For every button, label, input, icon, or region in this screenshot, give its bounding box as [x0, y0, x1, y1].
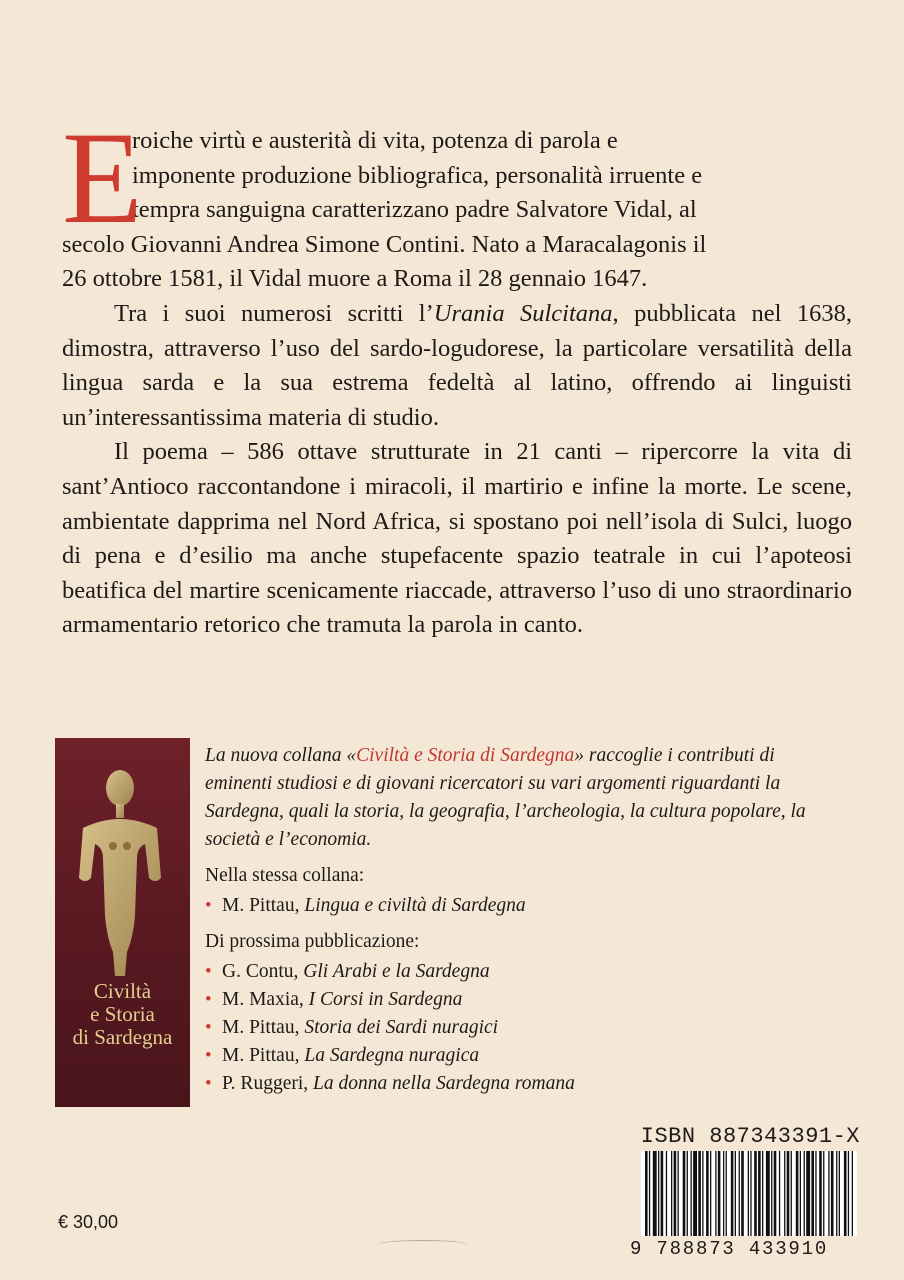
barcode-bar — [844, 1151, 847, 1236]
barcode-bar — [800, 1151, 801, 1236]
barcode-bar — [653, 1151, 657, 1236]
barcode-bar — [710, 1151, 711, 1236]
nuragic-statuette-icon — [75, 766, 170, 981]
bullet-icon: • — [205, 1045, 212, 1066]
barcode-bar — [687, 1151, 688, 1236]
barcode — [641, 1151, 857, 1236]
barcode-bar — [739, 1151, 740, 1236]
bullet-icon: • — [205, 1073, 212, 1094]
barcode-bar — [698, 1151, 701, 1236]
barcode-bar — [735, 1151, 736, 1236]
barcode-bar — [804, 1151, 805, 1236]
paper-mark — [378, 1240, 468, 1249]
barcode-bar — [748, 1151, 749, 1236]
barcode-bar — [741, 1151, 744, 1236]
barcode-bar — [666, 1151, 667, 1236]
list-item: • M. Pittau, Storia dei Sardi nuragici — [205, 1014, 835, 1042]
same-series-heading: Nella stessa collana: — [205, 865, 365, 886]
barcode-bar — [852, 1151, 853, 1236]
barcode-bar — [645, 1151, 648, 1236]
barcode-bars-icon — [641, 1151, 857, 1236]
paragraph-2: Tra i suoi numerosi scritti l’Urania Sulcitana, pubblicata nel 1638, dimostra, attraverso l’uso del sardo-logudorese, la particolare versatilità della lingua sarda e la sua estrema fedeltà al latino, offrendo ai linguisti un’interessantissima materia di studio. — [62, 299, 852, 431]
bullet-icon: • — [205, 895, 212, 916]
barcode-bar — [706, 1151, 709, 1236]
paragraph-1 — [62, 104, 852, 297]
barcode-bar — [723, 1151, 724, 1236]
same-series-list — [205, 892, 835, 920]
barcode-bar — [715, 1151, 716, 1236]
barcode-bar — [649, 1151, 650, 1236]
barcode-bar — [678, 1151, 679, 1236]
barcode-bar — [839, 1151, 840, 1236]
isbn-label: ISBN 887343391-X — [640, 1124, 860, 1149]
series-logo-title: Civiltà e Storia di Sardegna — [72, 979, 173, 1049]
barcode-bar — [726, 1151, 727, 1236]
barcode-bar — [811, 1151, 814, 1236]
series-name: Civiltà e Storia di Sardegna — [356, 745, 575, 766]
barcode-bar — [815, 1151, 816, 1236]
barcode-bar — [823, 1151, 824, 1236]
barcode-bar — [718, 1151, 721, 1236]
forthcoming-heading: Di prossima pubblicazione: — [205, 931, 420, 952]
barcode-bar — [831, 1151, 834, 1236]
paragraph-1-line: tempra sanguigna caratterizzano padre Salvatore Vidal, al — [132, 196, 697, 224]
barcode-bar — [758, 1151, 761, 1236]
price: € 30,00 — [58, 1212, 119, 1232]
paragraph-1-line: 26 ottobre 1581, il Vidal muore a Roma il 28 gennaio 1647. — [62, 265, 648, 293]
work-title: Urania Sulcitana — [433, 299, 613, 327]
barcode-bar — [779, 1151, 780, 1236]
barcode-bar — [762, 1151, 763, 1236]
forthcoming-list — [205, 958, 835, 1098]
barcode-bar — [784, 1151, 785, 1236]
barcode-bar — [848, 1151, 849, 1236]
bullet-icon: • — [205, 989, 212, 1010]
bullet-icon: • — [205, 961, 212, 982]
barcode-bar — [702, 1151, 703, 1236]
barcode-bar — [691, 1151, 692, 1236]
barcode-bar — [836, 1151, 837, 1236]
barcode-bar — [787, 1151, 790, 1236]
barcode-bar — [658, 1151, 659, 1236]
series-description — [205, 742, 835, 1098]
barcode-bar — [671, 1151, 672, 1236]
blurb — [62, 104, 852, 643]
barcode-bar — [693, 1151, 697, 1236]
barcode-bar — [750, 1151, 751, 1236]
barcode-bar — [819, 1151, 822, 1236]
barcode-bar — [731, 1151, 734, 1236]
barcode-bar — [766, 1151, 770, 1236]
barcode-bar — [674, 1151, 677, 1236]
list-item: • P. Ruggeri, La donna nella Sardegna romana — [205, 1070, 835, 1098]
barcode-bar — [754, 1151, 757, 1236]
paragraph-3: Il poema – 586 ottave strutturate in 21 canti – ripercorre la vita di sant’Antioco raccontandone i miracoli, il martirio e infine la morte. Le scene, ambientate dapprima nel Nord Africa, si spostano poi nell’isola di Sulci, luogo di pena e d’esilio ma anche stupefacente spazio teatrale in cui l’apoteosi beatifica del martire scenicamente riaccade, attraverso l’uso di uno straordinario armamentario retorico che tramuta la parola in canto. — [62, 438, 852, 639]
series-logo — [55, 738, 190, 1107]
drop-cap: E — [62, 104, 143, 251]
paragraph-1-line: secolo Giovanni Andrea Simone Contini. Nato a Maracalagonis il — [62, 230, 707, 258]
list-item: • M. Pittau, La Sardegna nuragica — [205, 1042, 835, 1070]
barcode-bar — [796, 1151, 799, 1236]
paragraph-1-line: imponente produzione bibliografica, personalità irruente e — [132, 161, 703, 189]
paragraph-1-line: roiche virtù e austerità di vita, potenza di parola e — [132, 127, 618, 154]
barcode-bar — [771, 1151, 772, 1236]
bullet-icon: • — [205, 1017, 212, 1038]
barcode-bar — [774, 1151, 777, 1236]
list-item: • M. Maxia, I Corsi in Sardegna — [205, 986, 835, 1014]
barcode-bar — [661, 1151, 664, 1236]
barcode-bar — [806, 1151, 810, 1236]
list-item: • G. Contu, Gli Arabi e la Sardegna — [205, 958, 835, 986]
barcode-digits: 9 788873 433910 — [630, 1238, 829, 1260]
barcode-bar — [828, 1151, 829, 1236]
barcode-bar — [683, 1151, 686, 1236]
list-item: • M. Pittau, Lingua e civiltà di Sardegna — [205, 892, 835, 920]
series-intro: La nuova collana «Civiltà e Storia di Sardegna» raccoglie i contributi di eminenti studiosi e di giovani ricercatori su vari argomenti riguardanti la Sardegna, quali la storia, la geografia, l’archeologia, la cultura popolare, la società e l’economia. — [205, 745, 806, 850]
barcode-bar — [791, 1151, 792, 1236]
